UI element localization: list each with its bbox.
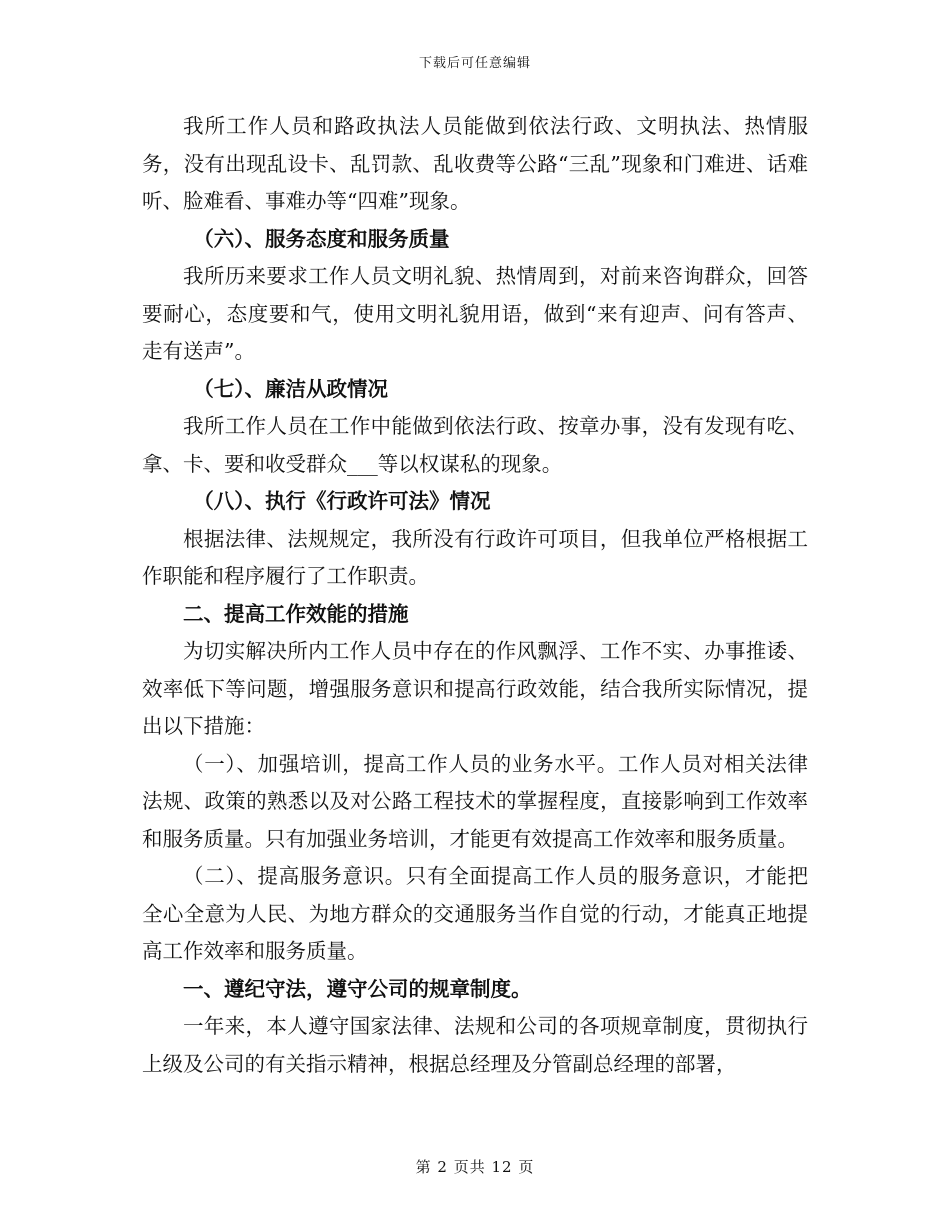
section-heading-measures: 二、提高工作效能的措施: [183, 601, 409, 626]
document-body: [142, 108, 808, 1083]
paragraph-integrity: 我所工作人员在工作中能做到依法行政、按章办事，没有发现有吃、拿、卡、要和收受群众___等以权谋私的现象。: [142, 414, 808, 476]
paragraph-measure-2: （二）、提高服务意识。只有全面提高工作人员的服务意识，才能把全心全意为人民、为地方群众的交通服务当作自觉的行动，才能真正地提高工作效率和服务质量。: [142, 864, 808, 963]
paragraph-service-attitude: 我所历来要求工作人员文明礼貌、热情周到，对前来咨询群众，回答要耐心，态度要和气，使用文明礼貌用语，做到“来有迎声、问有答声、走有送声”。: [142, 264, 808, 363]
page-footer: 第 2 页共 12 页: [415, 1158, 535, 1176]
page-header: 下载后可任意编辑: [418, 56, 531, 71]
section-heading-7: （七）、廉洁从政情况: [193, 376, 388, 401]
paragraph-licensing: 根据法律、法规规定，我所没有行政许可项目，但我单位严格根据工作职能和程序履行了工作职责。: [142, 526, 808, 588]
paragraph-intro: 我所工作人员和路政执法人员能做到依法行政、文明执法、热情服务，没有出现乱设卡、乱罚款、乱收费等公路“三乱”现象和门难进、话难听、脸难看、事难办等“四难”现象。: [142, 114, 808, 213]
section-heading-6: （六）、服务态度和服务质量: [193, 226, 450, 251]
section-heading-discipline: 一、遵纪守法，遵守公司的规章制度。: [183, 976, 532, 1001]
paragraph-measures-intro: 为切实解决所内工作人员中存在的作风飘浮、工作不实、办事推诿、效率低下等问题，增强服务意识和提高行政效能，结合我所实际情况，提出以下措施：: [142, 639, 808, 738]
paragraph-measure-1: （一）、加强培训，提高工作人员的业务水平。工作人员对相关法律法规、政策的熟悉以及对公路工程技术的掌握程度，直接影响到工作效率和服务质量。只有加强业务培训，才能更有效提高工作效率和服务质量。: [142, 751, 808, 851]
paragraph-discipline: 一年来，本人遵守国家法律、法规和公司的各项规章制度，贯彻执行上级及公司的有关指示精神，根据总经理及分管副总经理的部署，: [142, 1014, 808, 1076]
section-heading-8: （八）、执行《行政许可法》情况: [193, 489, 491, 513]
